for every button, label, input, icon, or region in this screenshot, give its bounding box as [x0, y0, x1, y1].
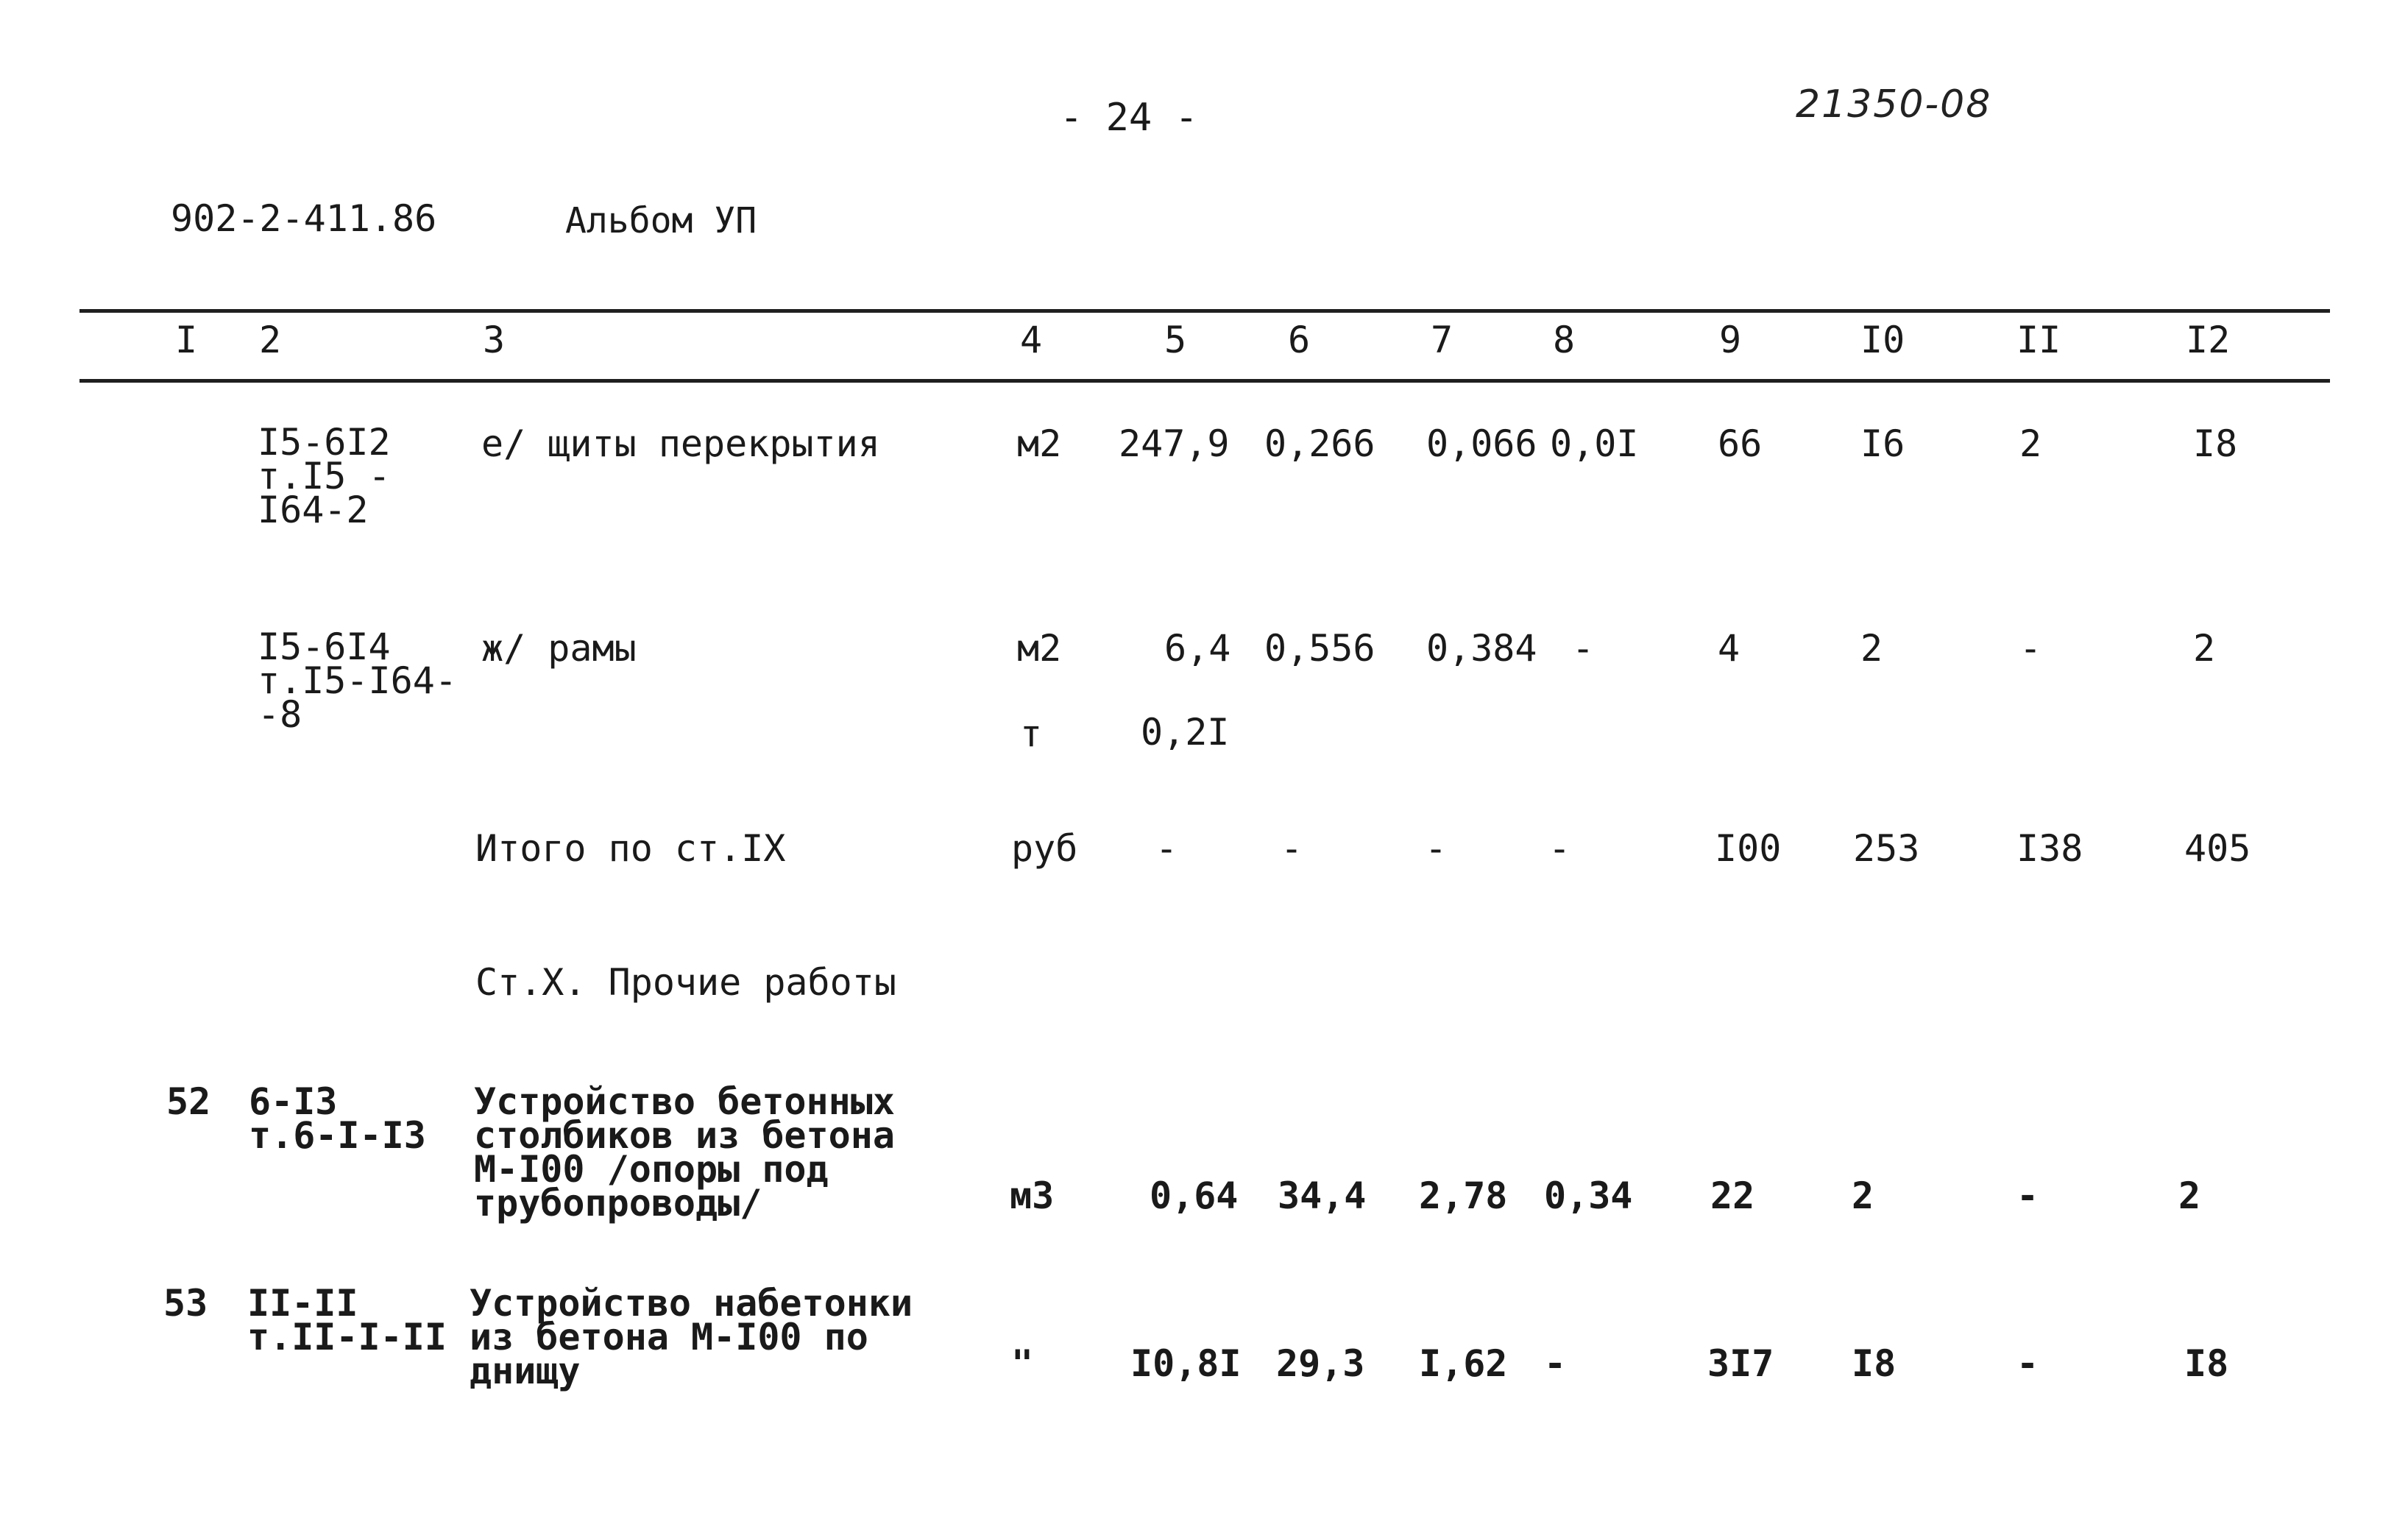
table-cell-c11: 2: [2019, 422, 2042, 465]
table-cell-c12: I8: [2184, 1342, 2229, 1385]
column-header-11: II: [2016, 319, 2061, 361]
table-row-name: Устройство набетонки из бетона М-I00 по днищу: [470, 1282, 913, 1392]
table-cell-c10: 2: [1852, 1174, 1874, 1217]
column-header-2: 2: [259, 319, 282, 361]
table-cell-c7: 2,78: [1419, 1174, 1508, 1217]
table-cell-c5: 0,64: [1150, 1174, 1239, 1217]
table-row-unit: м2: [1017, 627, 1062, 670]
table-cell-c6: -: [1281, 827, 1303, 870]
table-cell-c7: 0,384: [1426, 627, 1537, 670]
table-cell-c10: I8: [1852, 1342, 1897, 1385]
table-cell-c8: -: [1572, 627, 1595, 670]
table-row-code: II-II т.II-I-II: [247, 1282, 447, 1358]
table-cell-c12: 2: [2193, 627, 2216, 670]
table-cell-c9: I00: [1715, 827, 1782, 870]
column-header-9: 9: [1719, 319, 1742, 361]
table-row-unit: м3: [1010, 1174, 1055, 1217]
table-cell-c12: I8: [2193, 422, 2238, 465]
table-cell-c7: 0,066: [1426, 422, 1537, 465]
table-header-rule: [79, 379, 2330, 383]
column-header-8: 8: [1553, 319, 1576, 361]
document-code-handwritten: 21350-08: [1796, 82, 1992, 127]
table-cell-c6: 0,556: [1264, 627, 1375, 670]
column-header-7: 7: [1431, 319, 1453, 361]
table-row-code: I5-6I4 т.I5-I64- -8: [258, 626, 457, 736]
table-cell-c10: I6: [1860, 422, 1905, 465]
table-row-number: 52: [166, 1080, 211, 1123]
table-cell-c9: 4: [1718, 627, 1741, 670]
table-cell-c11: -: [2016, 1174, 2039, 1217]
table-row-code: 6-I3 т.6-I-I3: [249, 1080, 426, 1157]
table-cell-c9: 66: [1718, 422, 1763, 465]
table-cell-c7: I,62: [1419, 1342, 1508, 1385]
column-header-5: 5: [1164, 319, 1187, 361]
table-row-name: е/ щиты перекрытия: [481, 422, 880, 465]
column-header-10: I0: [1860, 319, 1905, 361]
table-cell-c6: 34,4: [1278, 1174, 1367, 1217]
table-cell-c8: -: [1544, 1342, 1567, 1385]
album-label: Альбом УП: [565, 200, 757, 241]
table-cell-c6: 29,3: [1276, 1342, 1365, 1385]
table-row-number: 53: [163, 1282, 208, 1325]
page-number: - 24 -: [1060, 96, 1198, 140]
table-cell-c12: 2: [2178, 1174, 2201, 1217]
table-cell-c11: -: [2016, 1342, 2039, 1385]
table-cell-c12: 405: [2184, 827, 2251, 870]
table-cell-c9: 22: [1710, 1174, 1755, 1217]
table-row-name: Устройство бетонных столбиков из бетона М-I00 /опоры под трубопроводы/: [474, 1080, 895, 1225]
table-cell-c8: 0,0I: [1550, 422, 1639, 465]
total-row-label: Итого по ст.IX: [475, 827, 786, 870]
table-row-code: I5-6I2 т.I5 - I64-2: [258, 421, 391, 531]
table-cell-c5-secondary: 0,2I: [1141, 711, 1230, 754]
table-row-unit: руб: [1011, 827, 1078, 870]
table-row-unit: ": [1011, 1342, 1034, 1385]
table-cell-c9: 3I7: [1707, 1342, 1774, 1385]
table-top-rule: [79, 309, 2330, 313]
project-code: 902-2-411.86: [171, 197, 437, 240]
table-cell-c5: 247,9: [1119, 422, 1230, 465]
table-row-unit-secondary: т: [1020, 712, 1043, 755]
table-row-name: ж/ рамы: [481, 627, 637, 670]
section-heading: Ст.Х. Прочие работы: [475, 961, 896, 1004]
column-header-3: 3: [483, 319, 506, 361]
column-header-4: 4: [1020, 319, 1043, 361]
table-cell-c10: 2: [1860, 627, 1883, 670]
column-header-1: I: [175, 319, 198, 361]
table-cell-c5: 6,4: [1164, 627, 1231, 670]
table-cell-c11: I38: [2016, 827, 2083, 870]
table-cell-c11: -: [2019, 627, 2042, 670]
table-row-unit: м2: [1017, 422, 1062, 465]
column-header-6: 6: [1288, 319, 1311, 361]
table-cell-c7: -: [1425, 827, 1448, 870]
table-cell-c6: 0,266: [1264, 422, 1375, 465]
table-cell-c10: 253: [1853, 827, 1920, 870]
column-header-12: I2: [2186, 319, 2231, 361]
table-cell-c5: I0,8I: [1130, 1342, 1242, 1385]
table-cell-c8: 0,34: [1544, 1174, 1633, 1217]
table-cell-c8: -: [1548, 827, 1571, 870]
table-cell-c5: -: [1155, 827, 1178, 870]
